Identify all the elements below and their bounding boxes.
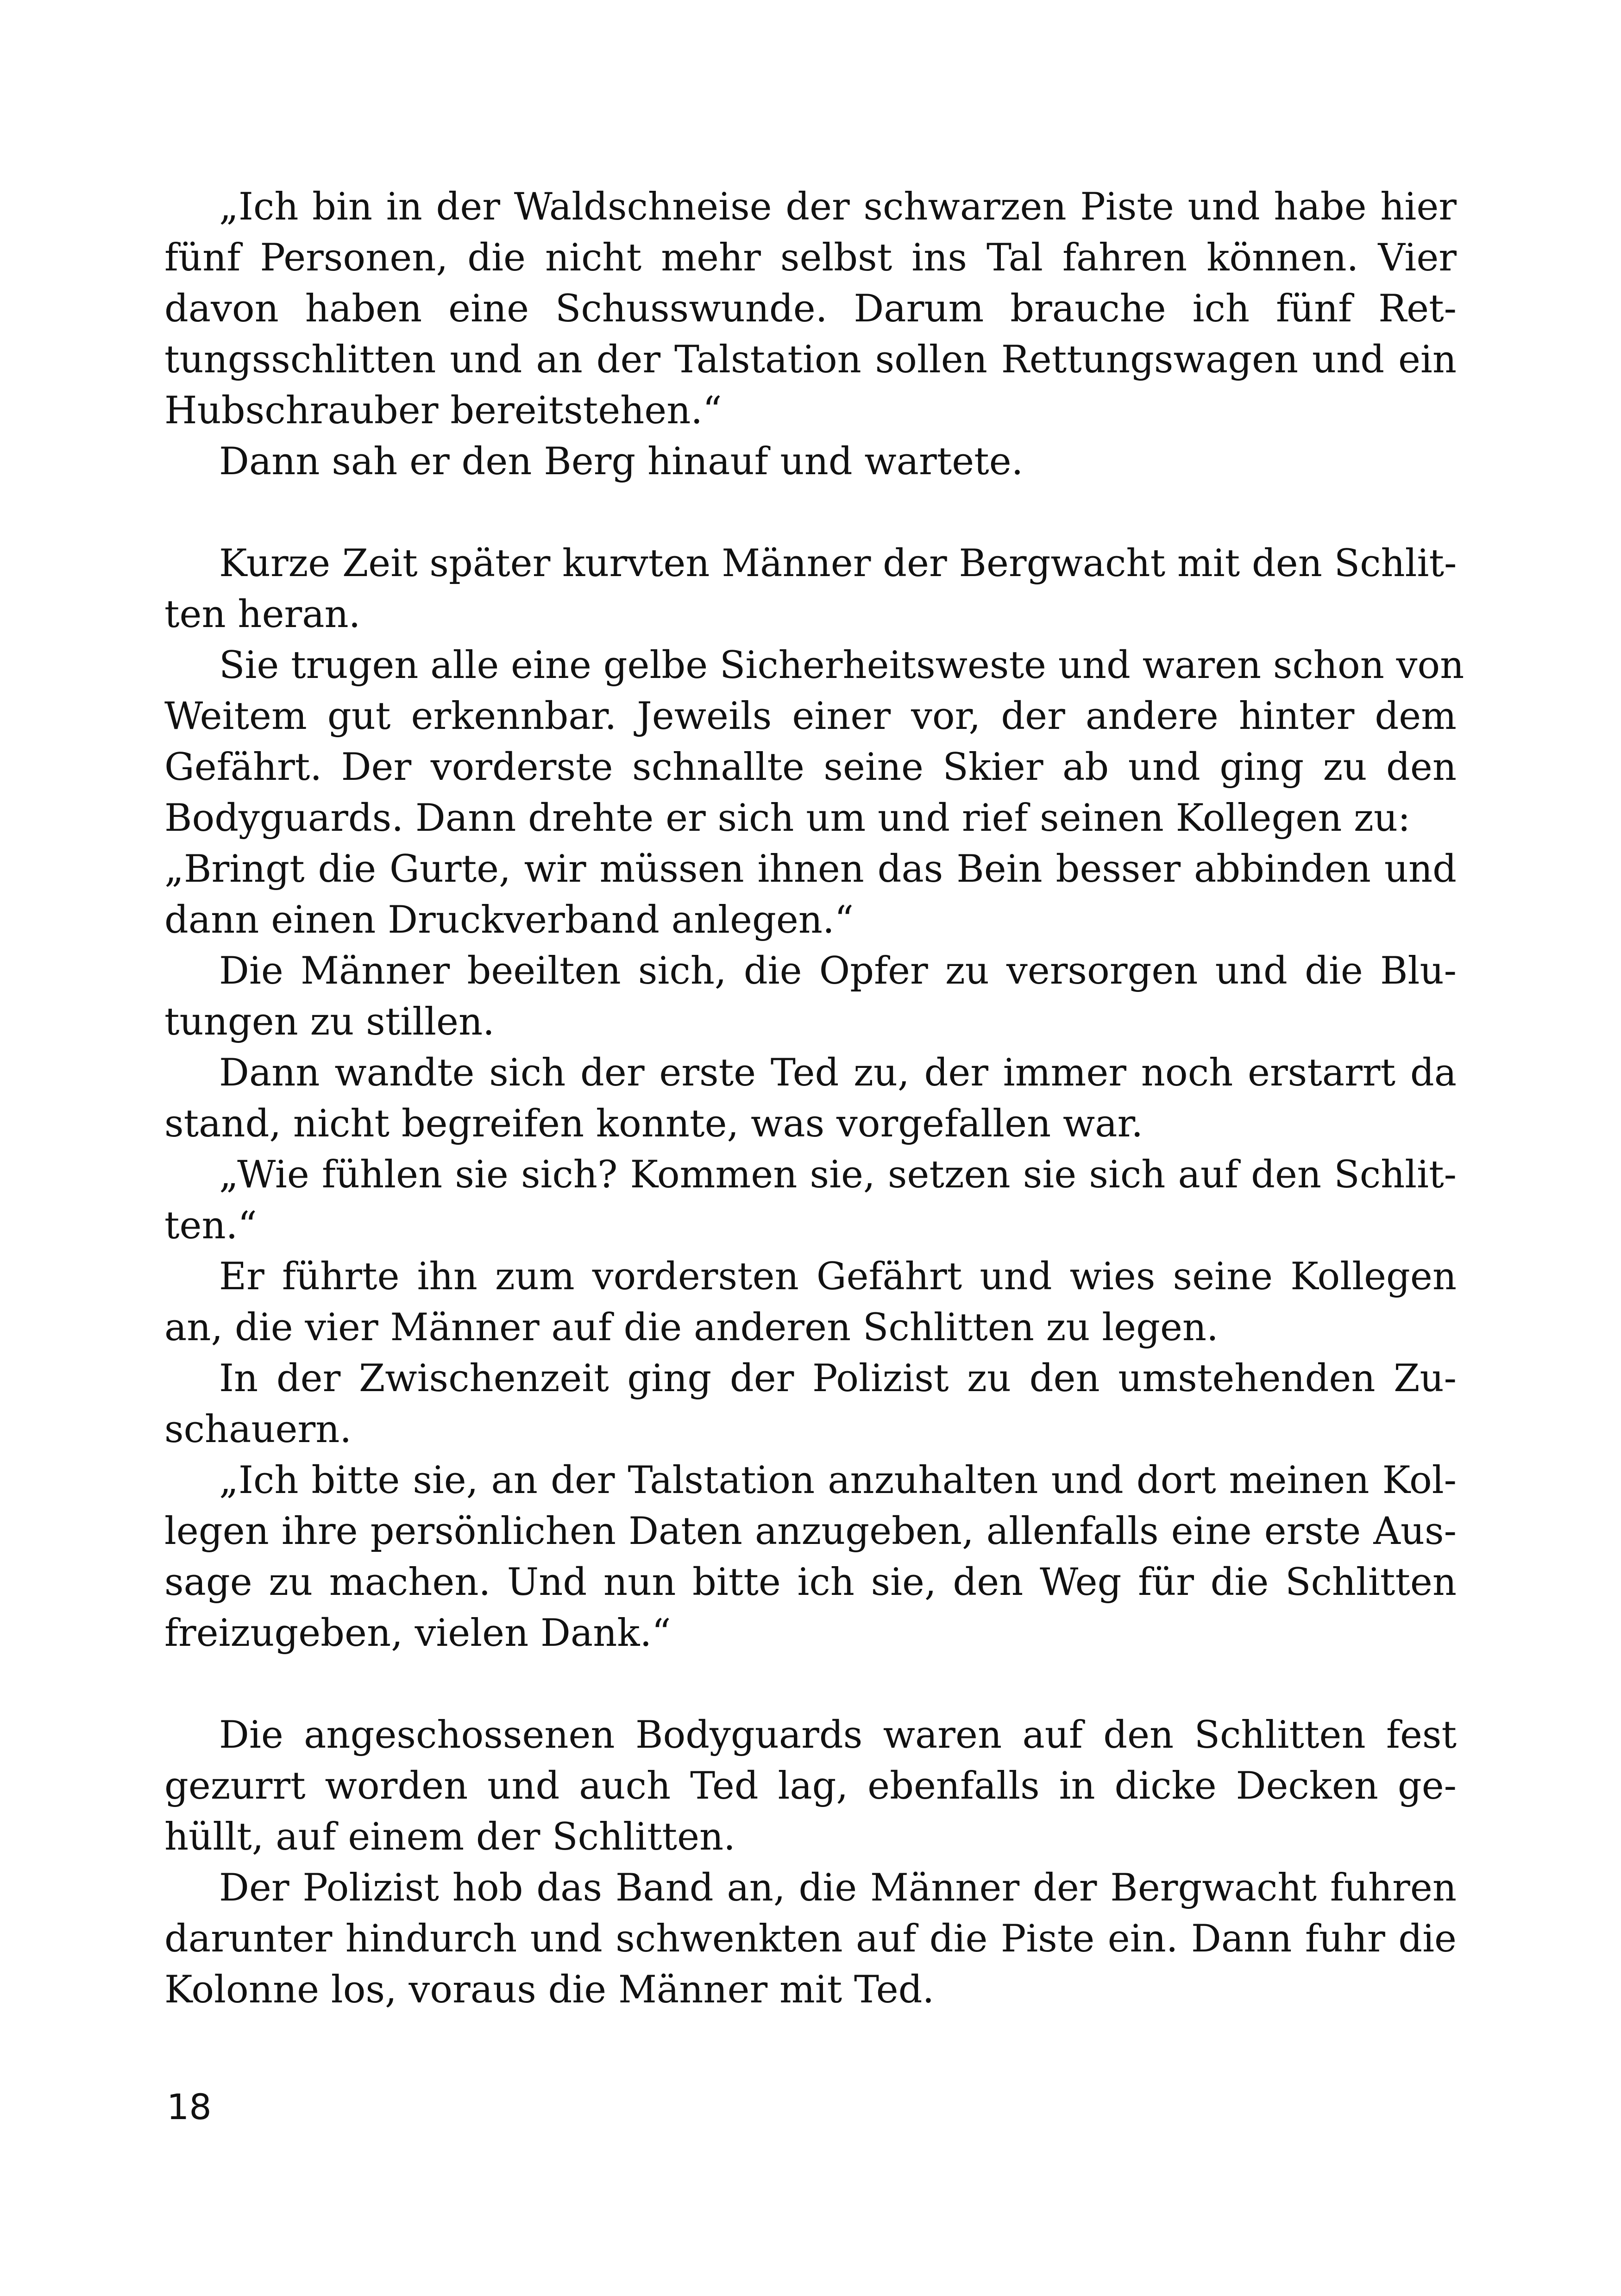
text-line: „Ich bitte sie, an der Talstation anzuhalten und dort meinen Kol-: [219, 1459, 1457, 1502]
text-line: fünf Personen, die nicht mehr selbst ins Tal fahren können. Vier: [164, 236, 1457, 280]
text-line: ten.“: [164, 1204, 257, 1248]
text-line: Die angeschossenen Bodyguards waren auf den Schlitten fest: [219, 1713, 1457, 1757]
body-text: [164, 182, 1464, 2015]
text-line: „Bringt die Gurte, wir müssen ihnen das Bein besser abbinden und: [164, 847, 1457, 891]
text-line: Bodyguards. Dann drehte er sich um und rief seinen Kollegen zu:: [164, 797, 1411, 840]
text-line: dann einen Druckverband anlegen.“: [164, 898, 854, 942]
text-line: gezurrt worden und auch Ted lag, ebenfalls in dicke Decken ge-: [164, 1764, 1457, 1808]
text-line: Sie trugen alle eine gelbe Sicherheitsweste und waren schon von: [219, 644, 1464, 687]
text-line: Hubschrauber bereitstehen.“: [164, 389, 722, 433]
text-line: legen ihre persönlichen Daten anzugeben, allenfalls eine erste Aus-: [164, 1510, 1457, 1553]
text-line: Dann sah er den Berg hinauf und wartete.: [219, 440, 1024, 483]
paragraph-gap: [164, 487, 1457, 538]
text-line: In der Zwischenzeit ging der Polizist zu den umstehenden Zu-: [219, 1357, 1457, 1400]
text-line: stand, nicht begreifen konnte, was vorgefallen war.: [164, 1102, 1143, 1146]
text-line: sage zu machen. Und nun bitte ich sie, den Weg für die Schlitten: [164, 1561, 1457, 1604]
text-line: „Ich bin in der Waldschneise der schwarzen Piste und habe hier: [219, 185, 1457, 229]
page-number: 18: [167, 2086, 212, 2127]
text-line: tungen zu stillen.: [164, 1000, 495, 1044]
text-line: Der Polizist hob das Band an, die Männer der Bergwacht fuhren: [219, 1866, 1457, 1910]
text-line: Die Männer beeilten sich, die Opfer zu versorgen und die Blu-: [219, 949, 1457, 993]
text-line: ten heran.: [164, 593, 361, 636]
text-line: Kurze Zeit später kurvten Männer der Bergwacht mit den Schlit-: [219, 542, 1457, 585]
text-line: hüllt, auf einem der Schlitten.: [164, 1815, 735, 1859]
text-line: freizugeben, vielen Dank.“: [164, 1612, 671, 1655]
text-line: „Wie fühlen sie sich? Kommen sie, setzen sie sich auf den Schlit-: [219, 1153, 1457, 1197]
text-line: Kolonne los, voraus die Männer mit Ted.: [164, 1968, 935, 2012]
text-line: schauern.: [164, 1408, 352, 1451]
text-line: darunter hindurch und schwenkten auf die Piste ein. Dann fuhr die: [164, 1917, 1457, 1961]
text-line: davon haben eine Schusswunde. Darum brauche ich fünf Ret-: [164, 287, 1457, 331]
text-line: Dann wandte sich der erste Ted zu, der immer noch erstarrt da: [219, 1051, 1457, 1095]
text-line: tungsschlitten und an der Talstation sollen Rettungswagen und ein: [164, 338, 1457, 382]
paragraph-gap: [164, 1659, 1457, 1710]
text-line: Gefährt. Der vorderste schnallte seine Skier ab und ging zu den: [164, 746, 1457, 789]
text-line: Weitem gut erkennbar. Jeweils einer vor, der andere hinter dem: [164, 695, 1457, 738]
text-line: an, die vier Männer auf die anderen Schlitten zu legen.: [164, 1306, 1219, 1349]
text-line: Er führte ihn zum vordersten Gefährt und wies seine Kollegen: [219, 1255, 1457, 1299]
